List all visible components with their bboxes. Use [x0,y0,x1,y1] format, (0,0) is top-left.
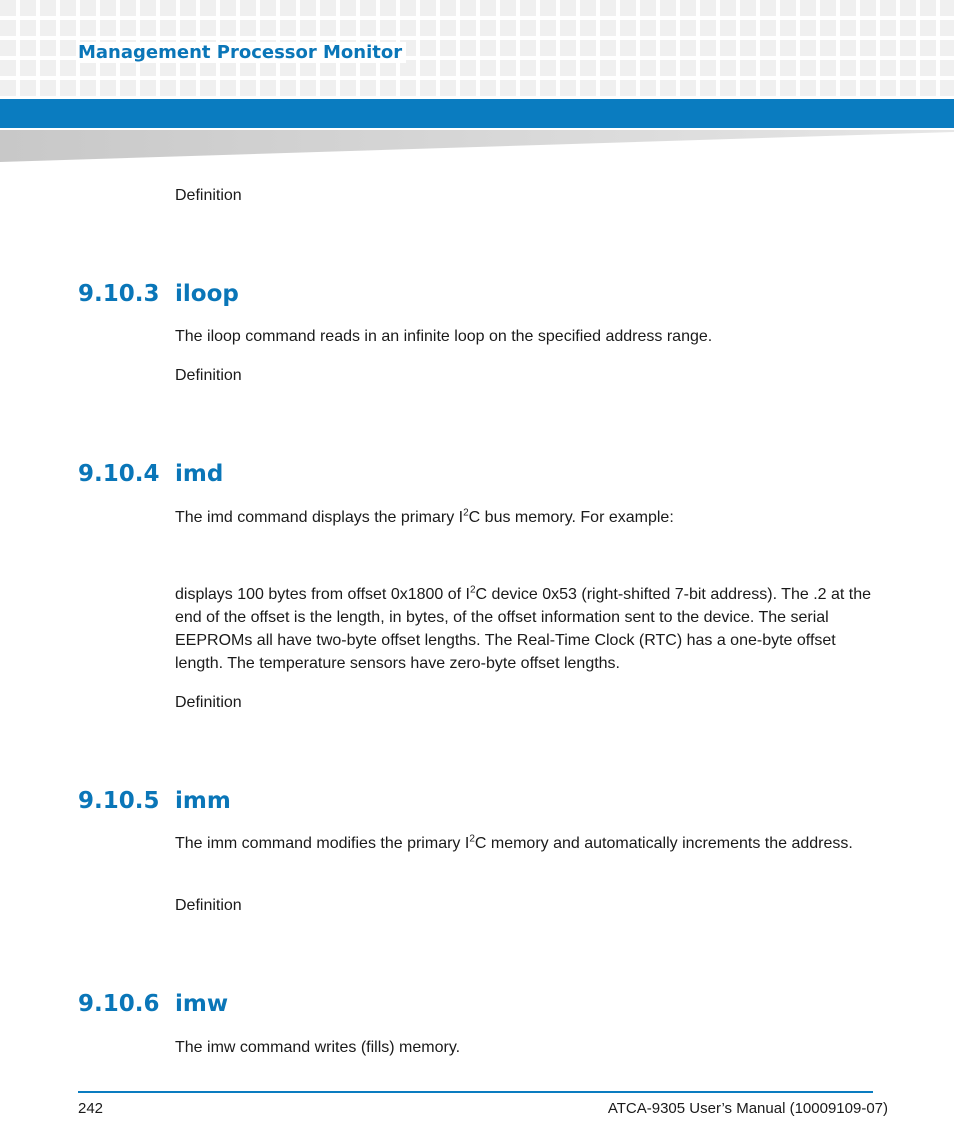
page-number: 242 [78,1100,104,1117]
running-header-title: Management Processor Monitor [78,42,406,63]
header-blue-band [0,99,954,128]
imm-description: The imm command modifies the primary $I^2C$ memory and automatically increments the address. [175,833,853,852]
section-heading-imm [78,788,231,814]
imd-explanation: displays 100 bytes from offset 0x1800 of $I^2C$ device 0x53 (right-shifted 7-bit address). The .2 at the end of the offset is the length, in bytes, of the offset information sent to the device. The serial EEPROMs all have two-byte offset lengths. The Real-Time Clock (RTC) has a one-byte offset length. The temperature sensors have zero-byte offset lengths. [175,584,872,672]
section-number: 9.10.5 [78,788,160,814]
section-number: 9.10.3 [78,281,160,307]
header-grey-wedge [0,130,954,162]
definition-label: Definition [175,897,242,914]
section-heading-imd [78,461,223,487]
imw-description: The imw command writes (fills) memory. [175,1039,461,1056]
section-number: 9.10.6 [78,991,160,1017]
definition-label: Definition [175,694,242,711]
section-heading-iloop [78,281,239,307]
section-number: 9.10.4 [78,461,160,487]
section-title: iloop [175,281,239,307]
footer-rule [78,1091,873,1093]
section-heading-imw [78,991,228,1017]
document-title: ATCA-9305 User’s Manual (10009109-07) [607,1100,888,1117]
definition-label: Definition [175,187,242,204]
section-title: imd [175,461,224,487]
section-title: imw [175,991,229,1017]
definition-label: Definition [175,367,242,384]
iloop-description: The iloop command reads in an infinite loop on the specified address range. [175,328,713,345]
section-title: imm [175,788,231,814]
imd-description: The imd command displays the primary $I^2C$ bus memory. For example: [175,507,674,526]
